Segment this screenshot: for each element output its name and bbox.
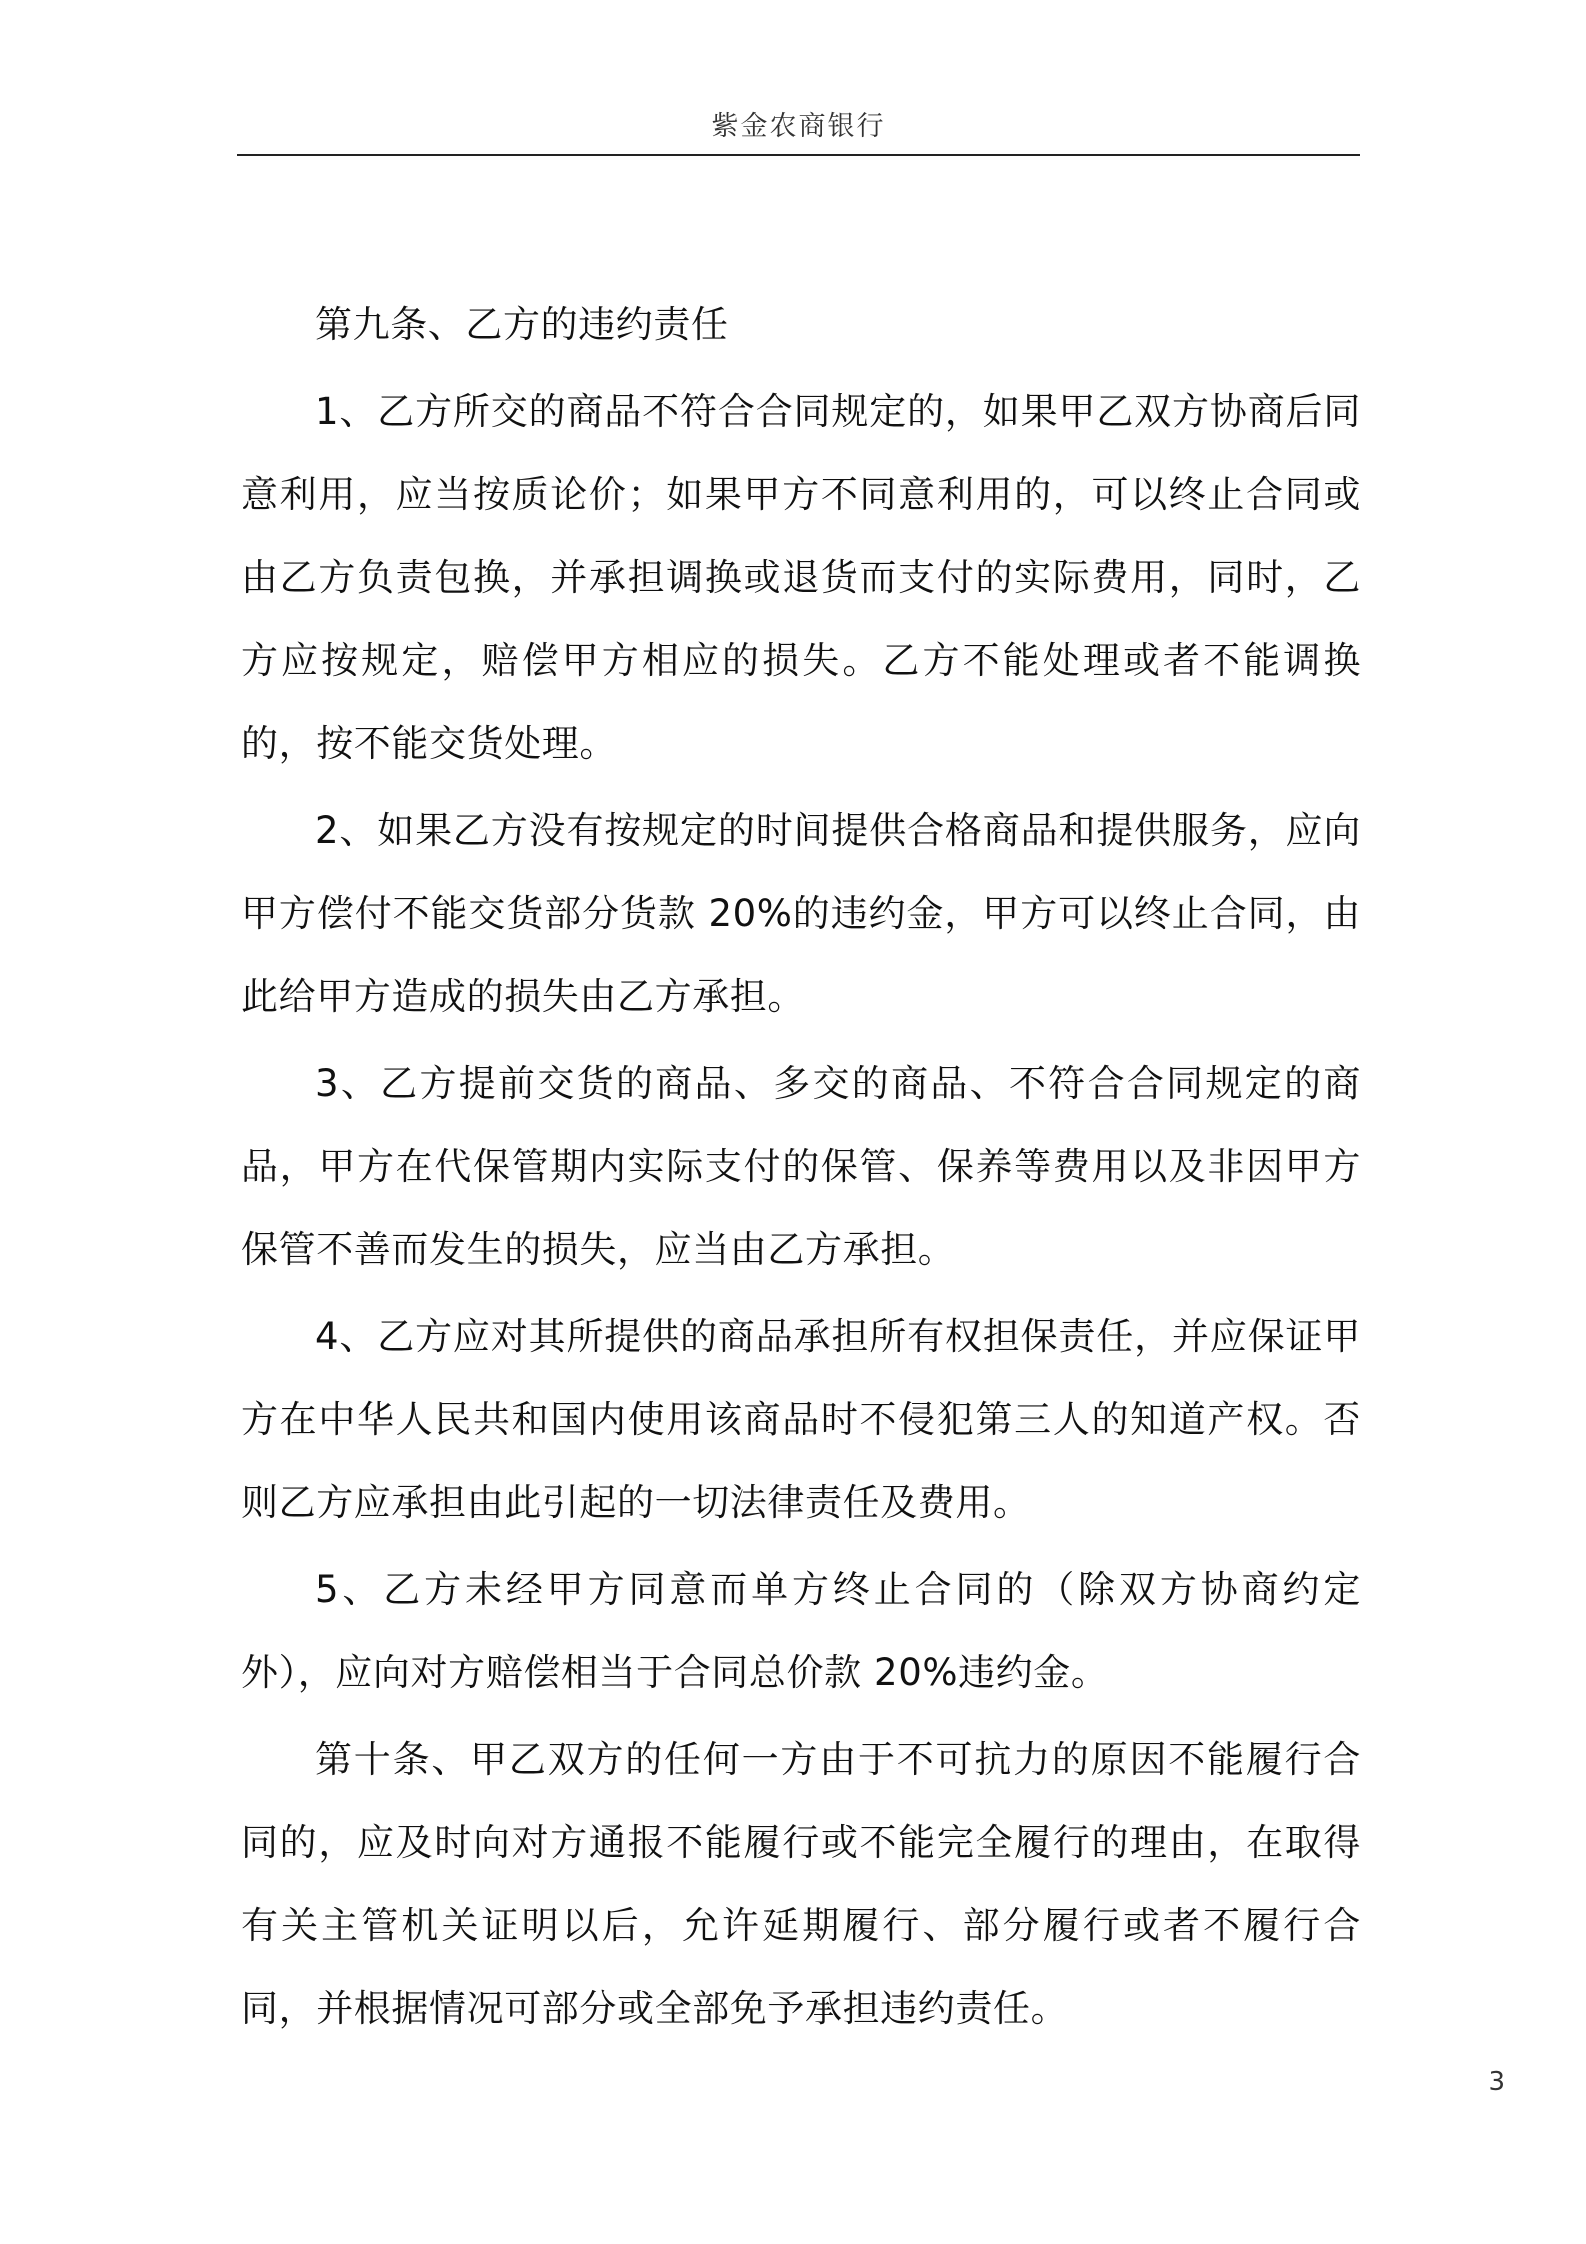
clause-5: 5、乙方未经甲方同意而单方终止合同的（除双方协商约定外），应向对方赔偿相当于合同总价款 20%违约金。	[241, 1568, 1361, 1694]
clause-1: 1、乙方所交的商品不符合合同规定的，如果甲乙双方协商后同意利用，应当按质论价；如果甲方不同意利用的，可以终止合同或由乙方负责包换，并承担调换或退货而支付的实际费用，同时，乙方应按规定，赔偿甲方相应的损失。乙方不能处理或者不能调换的，按不能交货处理。	[241, 390, 1361, 765]
header-title: 紫金农商银行	[711, 111, 886, 142]
article-9-heading: 第九条、乙方的违约责任	[315, 303, 729, 346]
page-number: 3	[1488, 2067, 1505, 2097]
clause-4: 4、乙方应对其所提供的商品承担所有权担保责任，并应保证甲方在中华人民共和国内使用该商品时不侵犯第三人的知道产权。否则乙方应承担由此引起的一切法律责任及费用。	[241, 1315, 1361, 1524]
page-header	[237, 110, 1360, 156]
clause-3: 3、乙方提前交货的商品、多交的商品、不符合合同规定的商品，甲方在代保管期内实际支付的保管、保养等费用以及非因甲方保管不善而发生的损失，应当由乙方承担。	[241, 1062, 1361, 1271]
document-body	[241, 283, 1361, 2054]
article-10: 第十条、甲乙双方的任何一方由于不可抗力的原因不能履行合同的，应及时向对方通报不能履行或不能完全履行的理由，在取得有关主管机关证明以后，允许延期履行、部分履行或者不履行合同，并根据情况可部分或全部免予承担违约责任。	[241, 1738, 1361, 2030]
clause-2: 2、如果乙方没有按规定的时间提供合格商品和提供服务，应向甲方偿付不能交货部分货款 20%的违约金，甲方可以终止合同，由此给甲方造成的损失由乙方承担。	[241, 809, 1361, 1018]
